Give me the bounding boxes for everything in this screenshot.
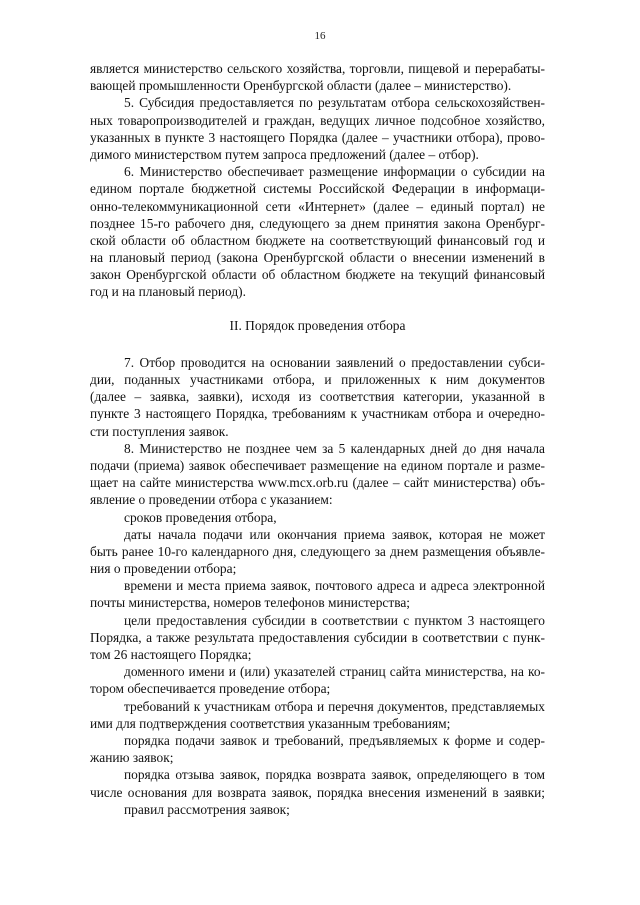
text-line: сроков проведения отбора, bbox=[124, 509, 277, 525]
text-line: вающей промышленности Оренбургской области (далее – министерство). bbox=[90, 78, 512, 94]
text-line: требований к участникам отбора и перечня документов, представляемых bbox=[124, 698, 545, 714]
text-line: 5. Субсидия предоставляется по результатам отбора сельскохозяйствен- bbox=[124, 95, 545, 111]
text-line: цели предоставления субсидии в соответствии с пунктом 3 настоящего bbox=[124, 612, 545, 628]
text-line: пункте 3 настоящего Порядка, требованиям к участникам отбора и очередно- bbox=[90, 406, 545, 422]
text-line: на плановый период (закона Оренбургской области о внесении изменений в bbox=[90, 250, 545, 266]
text-line: Порядка, а также результата предоставления субсидии в соответствии с пунк- bbox=[90, 629, 545, 645]
text-line: числе основания для возврата заявок, порядка внесения изменений в заявки; bbox=[90, 784, 545, 800]
text-line: год и на плановый период). bbox=[90, 284, 246, 300]
text-line: доменного имени и (или) указателей страниц сайта министерства, на ко- bbox=[124, 664, 545, 680]
text-line: ской области об областном бюджете на соответствующий финансовый год и bbox=[90, 232, 545, 248]
text-line: едином портале бюджетной системы Российской Федерации в информаци- bbox=[90, 181, 545, 197]
text-line: 7. Отбор проводится на основании заявлений о предоставлении субси- bbox=[124, 354, 545, 370]
text-line: подачи (приема) заявок обеспечивает размещение на едином портале и разме- bbox=[90, 457, 545, 473]
text-line: том 26 настоящего Порядка; bbox=[90, 647, 252, 663]
text-line: дии, поданных участниками отбора, и приложенных к ним документов bbox=[90, 372, 545, 388]
page-number: 16 bbox=[314, 30, 326, 42]
text-line: быть ранее 10-го календарного дня, следующего за днем размещения объявле- bbox=[90, 543, 545, 559]
text-line: тором обеспечивается проведение отбора; bbox=[90, 681, 331, 697]
text-line: порядка отзыва заявок, порядка возврата заявок, определяющего в том bbox=[124, 767, 545, 783]
section-heading: II. Порядок проведения отбора bbox=[229, 317, 406, 333]
text-line: (далее – заявка, заявки), исходя из соответствия категории, указанной в bbox=[90, 389, 545, 405]
text-line: сти поступления заявок. bbox=[90, 423, 229, 439]
text-line: закон Оренбургской области об областном бюджете на текущий финансовый bbox=[90, 267, 545, 283]
text-line: является министерство сельского хозяйства, торговли, пищевой и перерабаты- bbox=[90, 61, 545, 76]
text-line: 6. Министерство обеспечивает размещение информации о субсидии на bbox=[124, 164, 545, 180]
text-line: указанных в пункте 3 настоящего Порядка (далее – участники отбора), прово- bbox=[90, 129, 545, 145]
section-procedure bbox=[90, 354, 545, 818]
text-line: димого министерством путем запроса предложений (далее – отбор). bbox=[90, 146, 479, 162]
text-line: щает на сайте министерства www.mcx.orb.ru (далее – сайт министерства) объ- bbox=[90, 475, 545, 491]
text-line: порядка подачи заявок и требований, предъявляемых к форме и содер- bbox=[124, 732, 545, 748]
section-intro bbox=[90, 60, 545, 301]
document-body bbox=[90, 60, 545, 818]
text-line: ных товаропроизводителей и граждан, ведущих личное подсобное хозяйство, bbox=[90, 112, 545, 128]
text-line: 8. Министерство не позднее чем за 5 календарных дней до дня начала bbox=[124, 440, 545, 456]
text-line: жанию заявок; bbox=[90, 750, 174, 766]
text-line: правил рассмотрения заявок; bbox=[124, 801, 290, 817]
text-line: онно-телекоммуникационной сети «Интернет» (далее – единый портал) не bbox=[90, 198, 545, 214]
text-line: явление о проведении отбора с указанием: bbox=[90, 492, 333, 508]
text-line: почты министерства, номеров телефонов министерства; bbox=[90, 595, 411, 611]
text-line: позднее 15-го рабочего дня, следующего за днем принятия закона Оренбург- bbox=[90, 215, 545, 231]
text-line: ния о проведении отбора; bbox=[90, 561, 237, 577]
text-line: даты начала подачи или окончания приема заявок, которая не может bbox=[124, 526, 545, 542]
text-line: времени и места приема заявок, почтового адреса и адреса электронной bbox=[124, 578, 545, 594]
text-line: ими для подтверждения соответствия указанным требованиям; bbox=[90, 715, 451, 731]
